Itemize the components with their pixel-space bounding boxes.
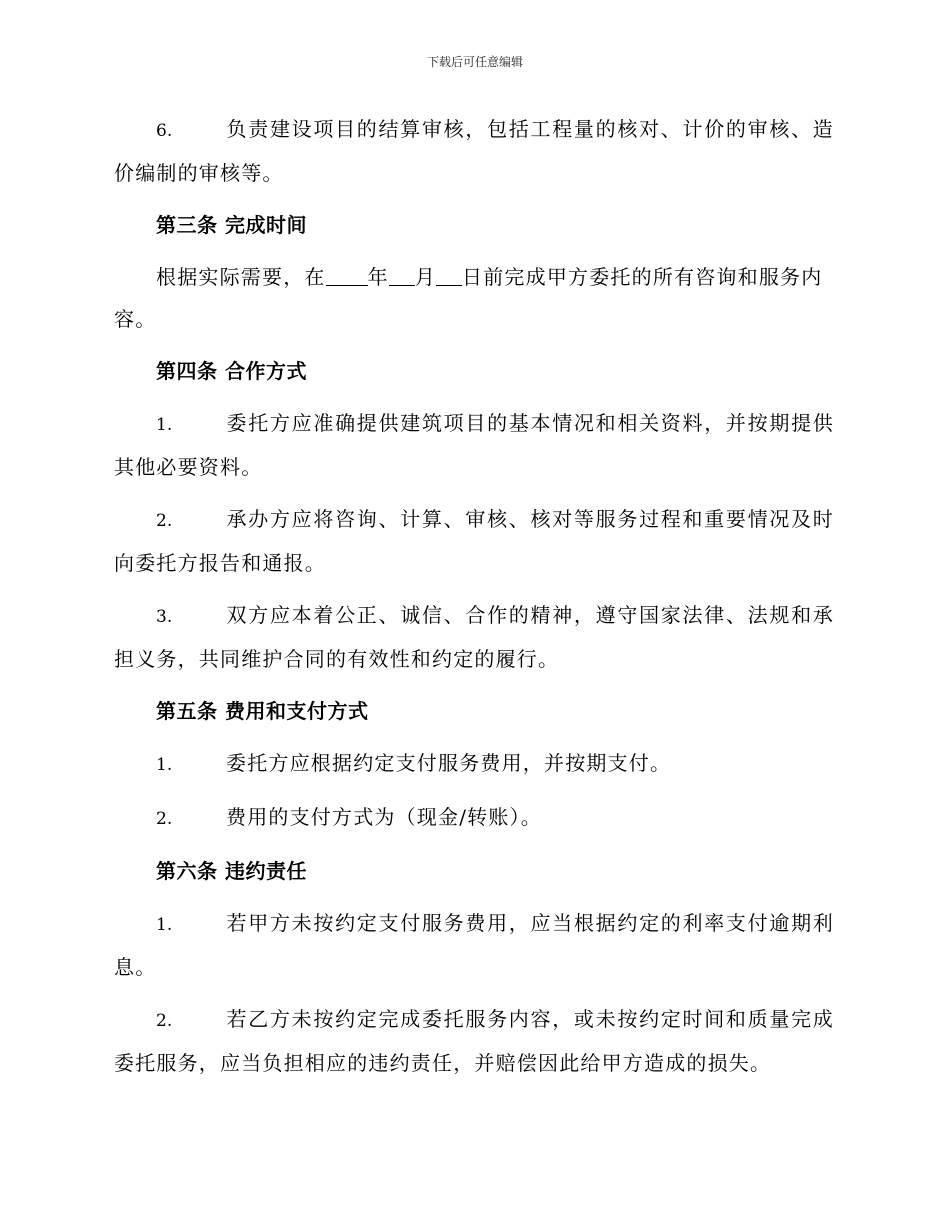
year-label: 年 [367, 265, 389, 289]
month-blank [389, 265, 415, 286]
list-item [114, 742, 834, 786]
list-item [114, 402, 834, 488]
item-number: 1. [156, 915, 173, 935]
list-item [114, 902, 834, 988]
item-text: 委托方应根据约定支付服务费用，并按期支付。 [226, 751, 672, 775]
day-blank [436, 265, 462, 286]
article-heading: 第三条 完成时间 [156, 213, 307, 237]
item-number: 2. [156, 809, 173, 829]
list-item [114, 498, 834, 584]
article-heading: 第四条 合作方式 [156, 359, 307, 383]
document-body [114, 108, 834, 1094]
item-text: 负责建设项目的结算审核，包括工程量的核对、计价的审核、造价编制的审核等。 [114, 117, 834, 185]
list-item [114, 108, 834, 194]
article-heading: 第五条 费用和支付方式 [156, 699, 369, 723]
article-heading: 第六条 违约责任 [156, 859, 307, 883]
item-number: 2. [156, 511, 173, 531]
item-text: 承办方应将咨询、计算、审核、核对等服务过程和重要情况及时向委托方报告和通报。 [114, 507, 834, 575]
item-number: 1. [156, 415, 173, 435]
paragraph-text: 日前完成甲方委托的所有咨询和服务内容。 [114, 265, 823, 331]
month-label: 月 [414, 265, 437, 289]
item-text: 费用的支付方式为（现金/转账）。 [226, 805, 542, 829]
item-number: 6. [156, 121, 173, 141]
list-item [114, 998, 834, 1084]
year-blank [326, 265, 368, 286]
item-number: 2. [156, 1011, 173, 1031]
item-text: 若甲方未按约定支付服务费用，应当根据约定的利率支付逾期利息。 [114, 911, 834, 979]
list-item [114, 796, 834, 840]
paragraph-text: 根据实际需要，在 [156, 265, 326, 289]
item-number: 1. [156, 755, 173, 775]
item-text: 双方应本着公正、诚信、合作的精神，遵守国家法律、法规和承担义务，共同维护合同的有效性和约定的履行。 [114, 603, 834, 671]
item-text: 若乙方未按约定完成委托服务内容，或未按约定时间和质量完成委托服务，应当负担相应的违约责任，并赔偿因此给甲方造成的损失。 [114, 1007, 834, 1075]
page-header: 下载后可任意编辑 [426, 55, 523, 69]
item-number: 3. [156, 607, 173, 627]
completion-time-paragraph [114, 256, 834, 340]
item-text: 委托方应准确提供建筑项目的基本情况和相关资料，并按期提供其他必要资料。 [114, 411, 834, 479]
list-item [114, 594, 834, 680]
